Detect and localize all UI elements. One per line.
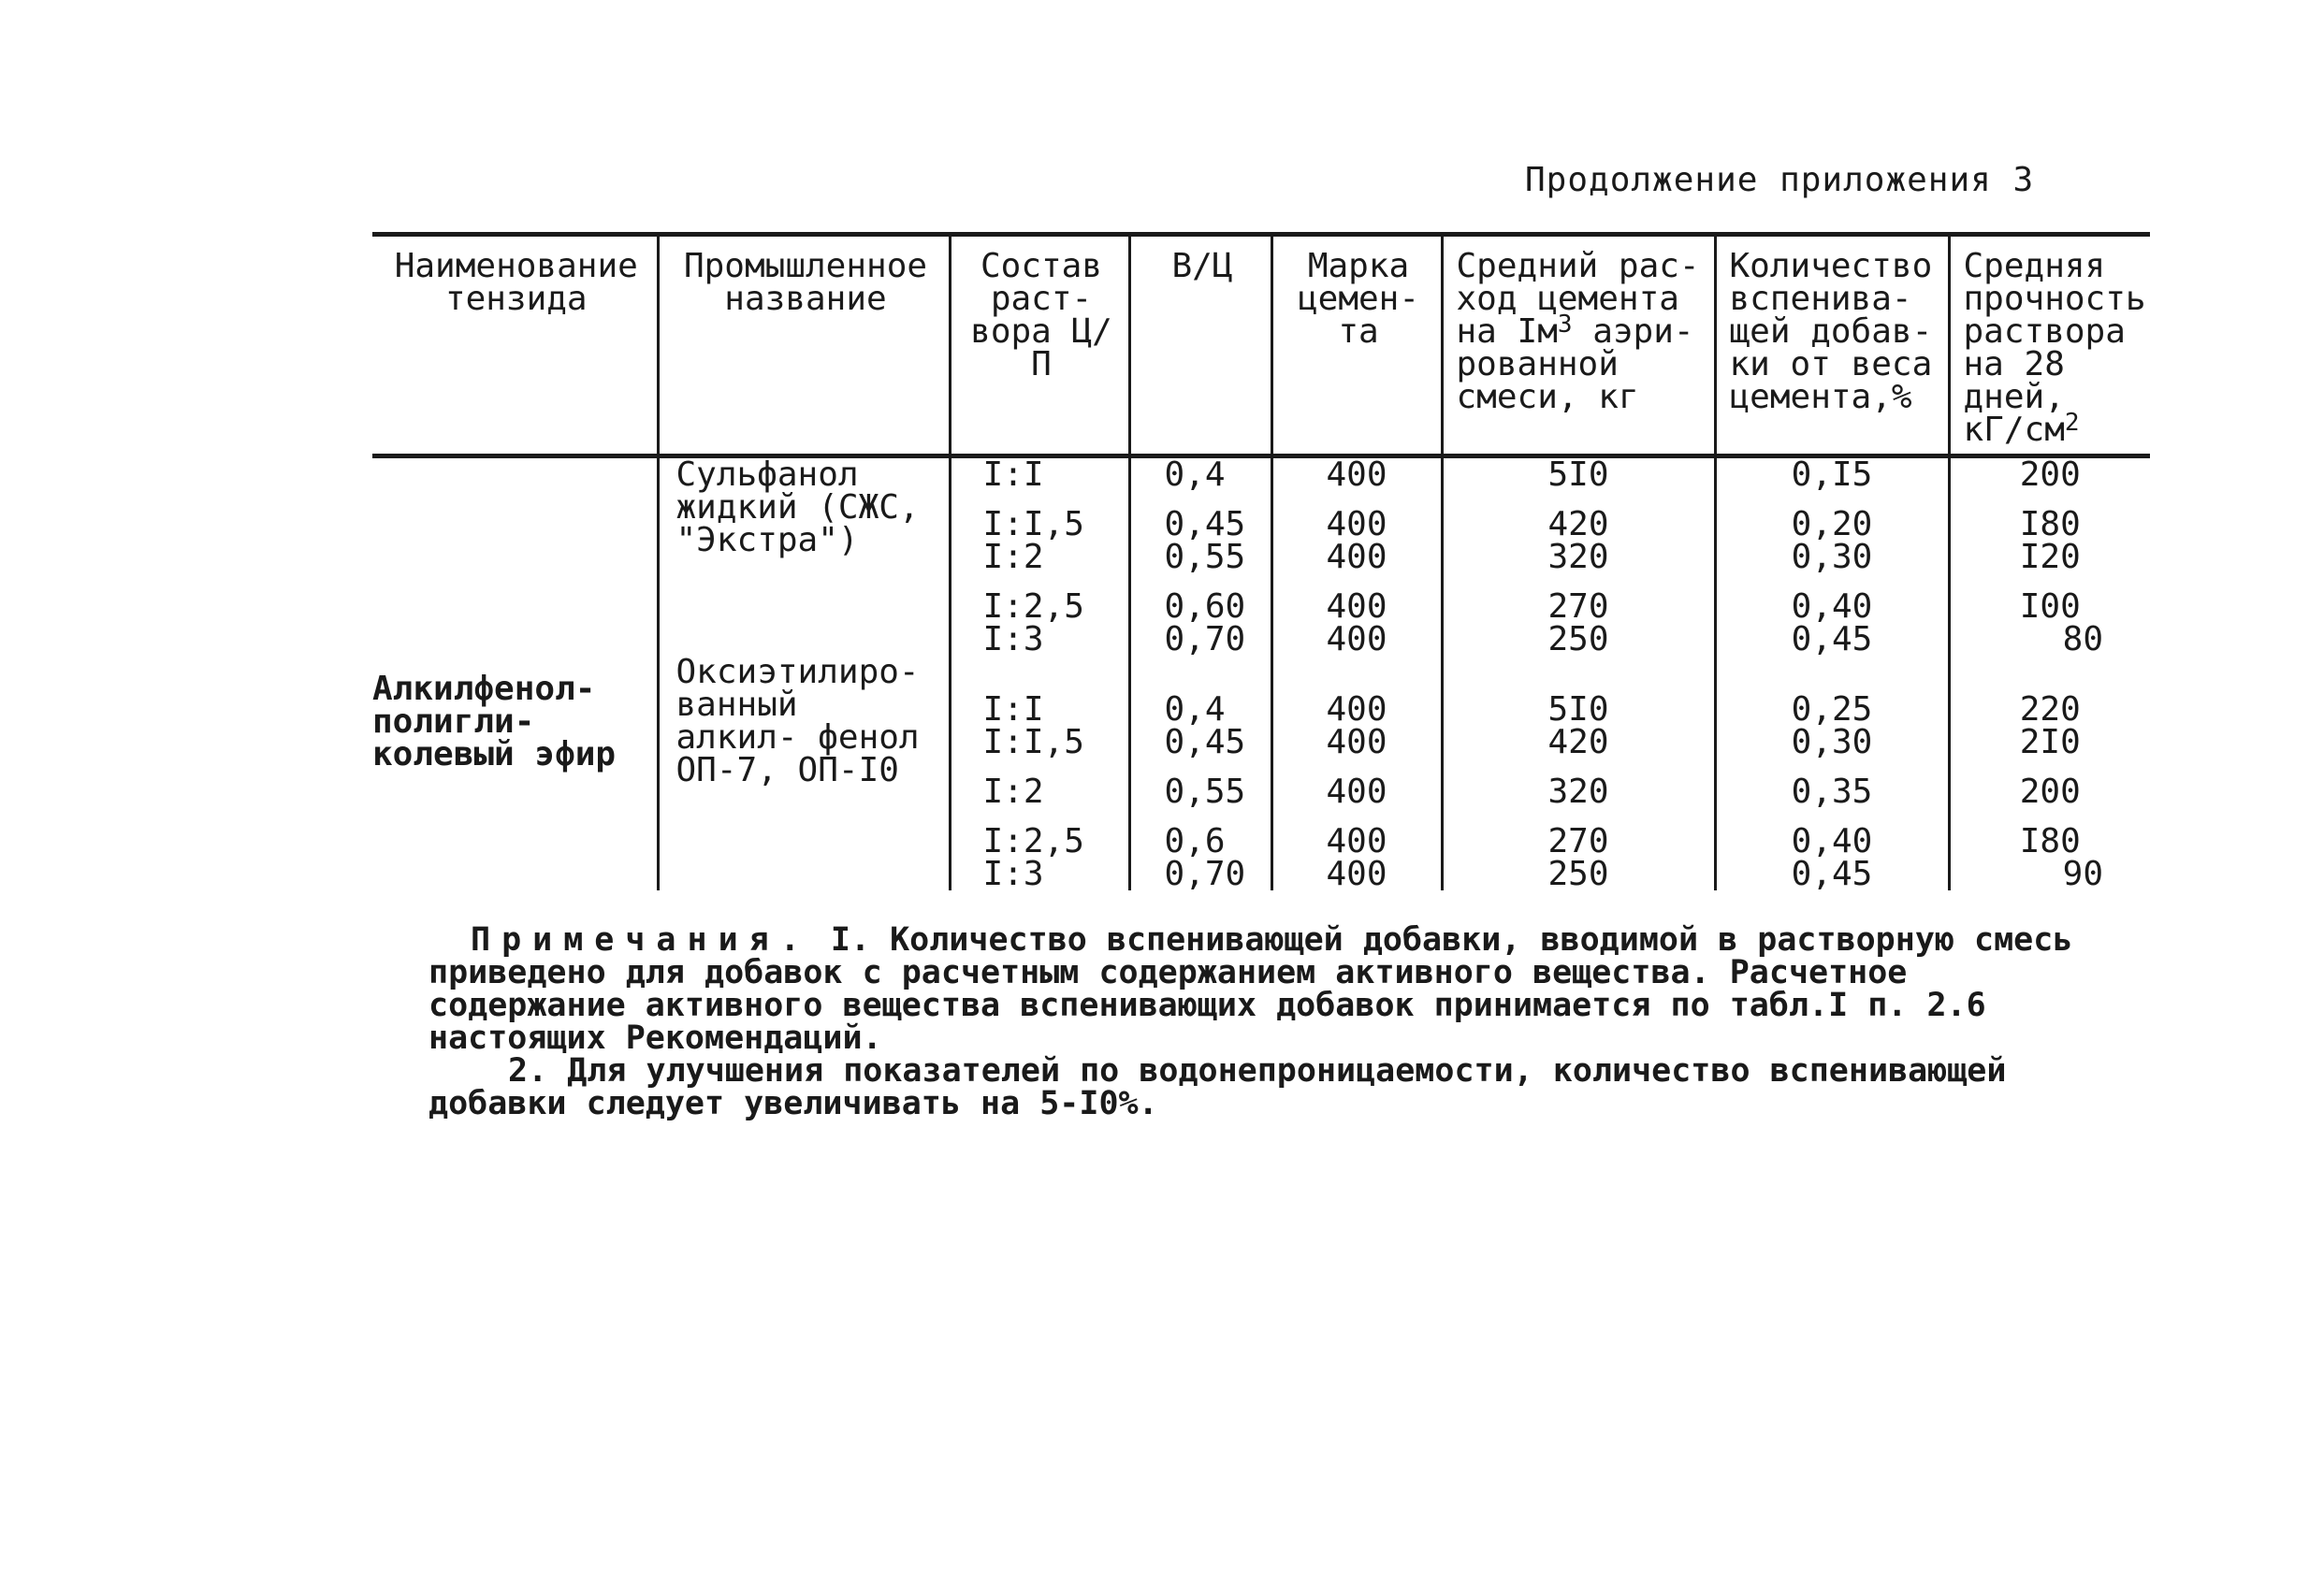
surfactant-name-cell: Алкилфенол- полигли- колевый эфир [372, 669, 617, 773]
composition-cell: I:I I:I,5 I:2 I:2,5 I:3 [950, 456, 1129, 657]
composition-cell: I:I I:I,5 I:2 I:2,5 I:3 [950, 656, 1129, 890]
strength-cell: 200 I80 I20 I00 80 [1949, 456, 2150, 657]
header-composition: Состав раст- вора Ц/П [950, 235, 1129, 456]
header-surfactant-name: Наименование тензида [372, 235, 658, 456]
cement-consumption-cell: 5I0 420 320 270 250 [1442, 656, 1715, 890]
notes-block [428, 921, 2075, 1122]
table-row [372, 456, 2150, 657]
page-heading: Продолжение приложения 3 [1525, 161, 2035, 199]
note-2: 2. Для улучшения показателей по водонепроницаемости, количество вспенивающей добавки следует увеличивать на 5-I0%. [428, 1052, 2007, 1122]
cement-grade-cell: 400 400 400 400 400 [1271, 656, 1442, 890]
header-additive-amount: Количество вспенива- щей добав- ки от веса цемента,% [1715, 235, 1949, 456]
header-cement-grade: Марка цемен- та [1271, 235, 1442, 456]
industrial-name-cell: Оксиэтилиро- ванный алкил- фенол ОП-7, ОП-I0 [658, 656, 950, 890]
water-cement-cell: 0,4 0,45 0,55 0,60 0,70 [1129, 456, 1271, 657]
strength-cell: 220 2I0 200 I80 90 [1949, 656, 2150, 890]
additive-amount-cell: 0,I5 0,20 0,30 0,40 0,45 [1715, 456, 1949, 657]
notes-label: Примечания. [471, 921, 811, 959]
industrial-name-cell: Сульфанол жидкий (СЖС, "Экстра") [658, 456, 950, 657]
note-1: Примечания. I. Количество вспенивающей добавки, вводимой в растворную смесь приведено для добавок с расчетным содержанием активного вещества. Расчетное содержание активного вещества вспенивающих добавок принимается по табл.I п. 2.6 настоящих Рекомендаций. [428, 921, 2073, 1057]
cement-consumption-cell: 5I0 420 320 270 250 [1442, 456, 1715, 657]
table-header-row [372, 235, 2150, 456]
data-table [372, 232, 2150, 893]
header-industrial-name: Промышленное название [658, 235, 950, 456]
header-water-cement: В/Ц [1129, 235, 1271, 456]
additive-amount-cell: 0,25 0,30 0,35 0,40 0,45 [1715, 656, 1949, 890]
cement-grade-cell: 400 400 400 400 400 [1271, 456, 1442, 657]
data-table-wrapper [372, 232, 2150, 893]
header-cement-consumption: Средний рас- ход цемента на $Iм^3$ аэри- рованной смеси, кг [1442, 235, 1715, 456]
water-cement-cell: 0,4 0,45 0,55 0,6 0,70 [1129, 656, 1271, 890]
header-strength: Средняя прочность раствора на 28 дней, $кГ/см^2$ [1949, 235, 2150, 456]
